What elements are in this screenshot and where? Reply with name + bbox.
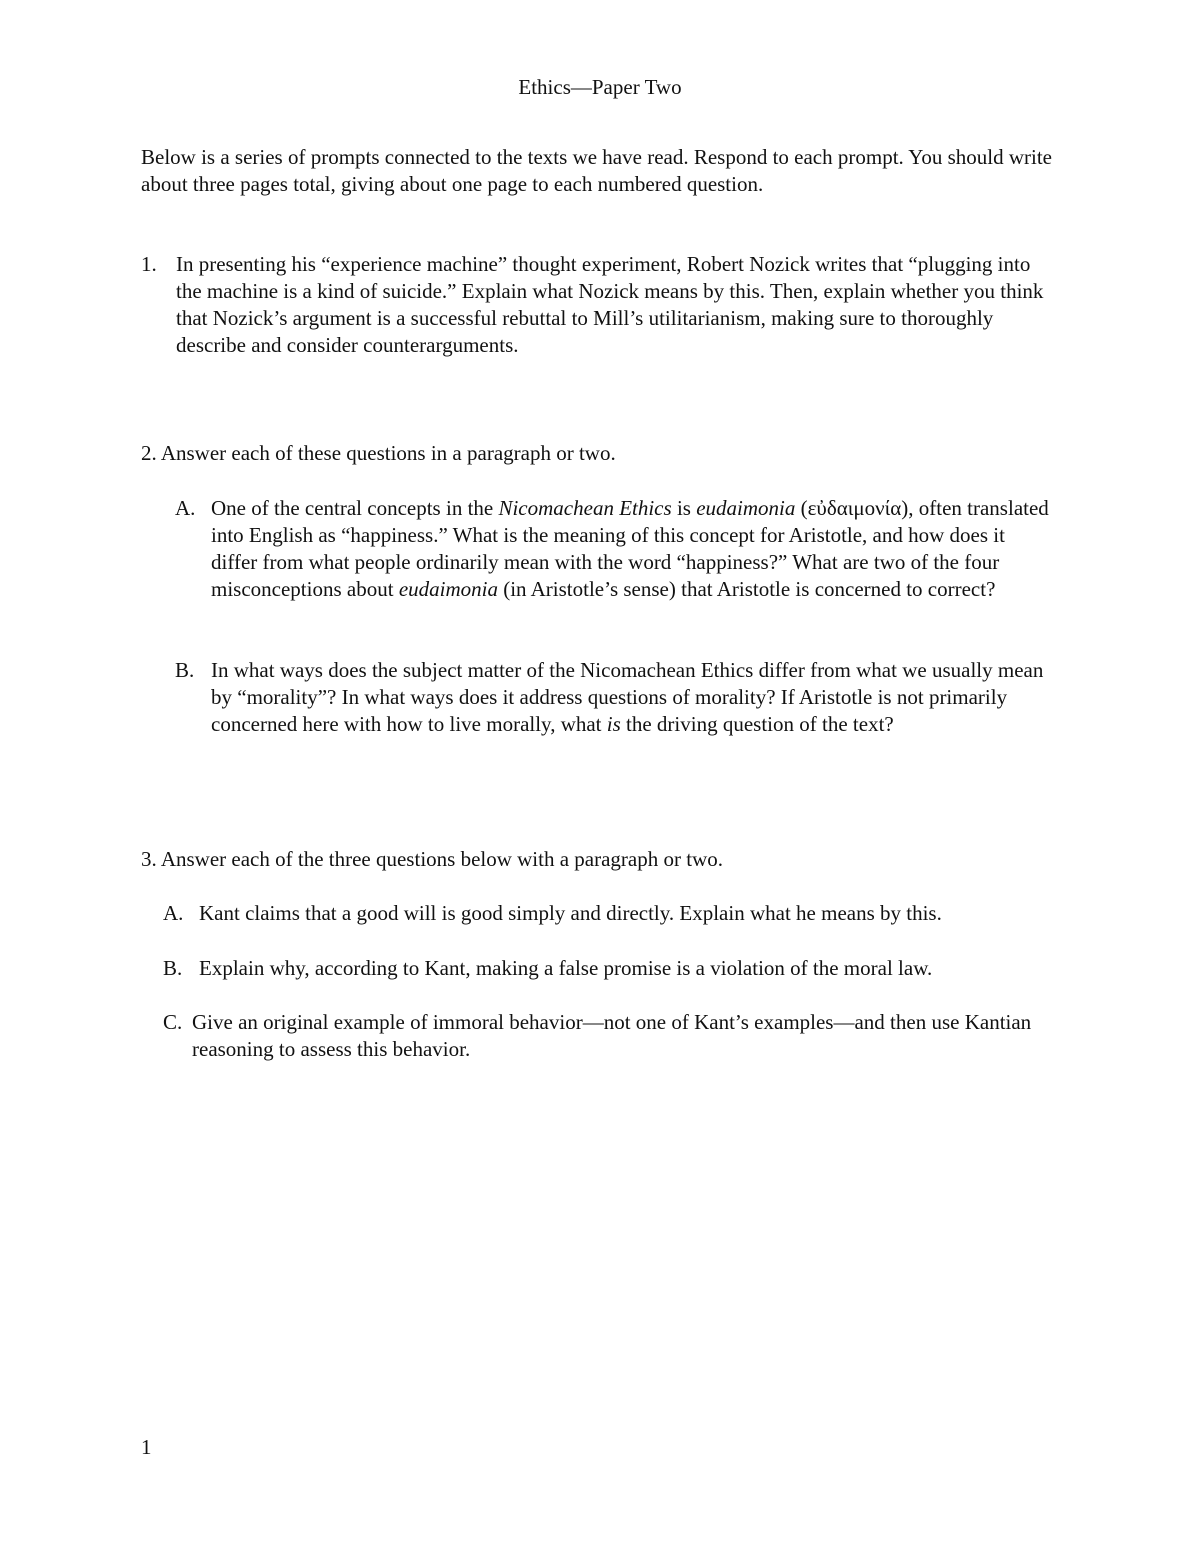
term-italic: eudaimonia (696, 496, 796, 520)
question-3b (163, 955, 1063, 982)
question-3a (163, 900, 1063, 927)
emphasis-italic: is (606, 712, 621, 736)
question-3b-text: Explain why, according to Kant, making a false promise is a violation of the moral law. (199, 956, 933, 980)
question-2b-letter: B. (175, 658, 195, 682)
question-3a-text: Kant claims that a good will is good simply and directly. Explain what he means by this. (199, 901, 942, 925)
question-2b (175, 657, 1055, 738)
question-2b-text (211, 657, 1055, 738)
question-2b-text-part: In what ways does the subject matter of the Nicomachean Ethics differ from what we usually mean by “morality”? In what ways does it address questions of morality? If Aristotle is not primarily concerned here with how to live morally, what (211, 658, 1044, 736)
question-2a-text-part: (in Aristotle’s sense) that Aristotle is concerned to correct? (497, 577, 996, 601)
question-3c-text: Give an original example of immoral behavior—not one of Kant’s examples—and then use Kantian reasoning to assess this behavior. (192, 1010, 1032, 1061)
question-3-heading: 3. Answer each of the three questions below with a paragraph or two. (141, 847, 723, 871)
question-2-heading: 2. Answer each of these questions in a paragraph or two. (141, 441, 616, 465)
question-2b-text-part: the driving question of the text? (620, 712, 894, 736)
page-title: Ethics—Paper Two (518, 75, 682, 99)
question-3b-letter: B. (163, 956, 183, 980)
question-2a (175, 495, 1055, 603)
page-number: 1 (141, 1435, 152, 1459)
question-2a-text-part: is (671, 496, 697, 520)
question-1-text: In presenting his “experience machine” thought experiment, Robert Nozick writes that “plugging into the machine is a kind of suicide.” Explain what Nozick means by this. Then, explain whether you think that Nozick’s argument is a successful rebuttal to Mill’s utilitarianism, making sure to thoroughly describe and consider counterarguments. (176, 252, 1044, 357)
question-3c-letter: C. (163, 1010, 183, 1034)
question-2a-text-part: One of the central concepts in the (211, 496, 499, 520)
book-title-italic: Nicomachean Ethics (498, 496, 672, 520)
intro-paragraph: Below is a series of prompts connected to the texts we have read. Respond to each prompt. You should write about three pages total, giving about one page to each numbered question. (141, 145, 1052, 196)
question-3a-letter: A. (163, 901, 184, 925)
term-italic: eudaimonia (398, 577, 498, 601)
question-2a-letter: A. (175, 496, 196, 520)
question-1 (141, 251, 1051, 359)
question-2a-text (211, 495, 1055, 603)
question-3c (163, 1009, 1063, 1063)
question-1-number: 1. (141, 252, 157, 276)
question-2a-text-part: (εὐδαιμονία), often translated into English as “happiness.” What is the meaning of this concept for Aristotle, and how does it differ from what people ordinarily mean with the word “happiness?” What are two of the four misconceptions about (211, 496, 1049, 601)
